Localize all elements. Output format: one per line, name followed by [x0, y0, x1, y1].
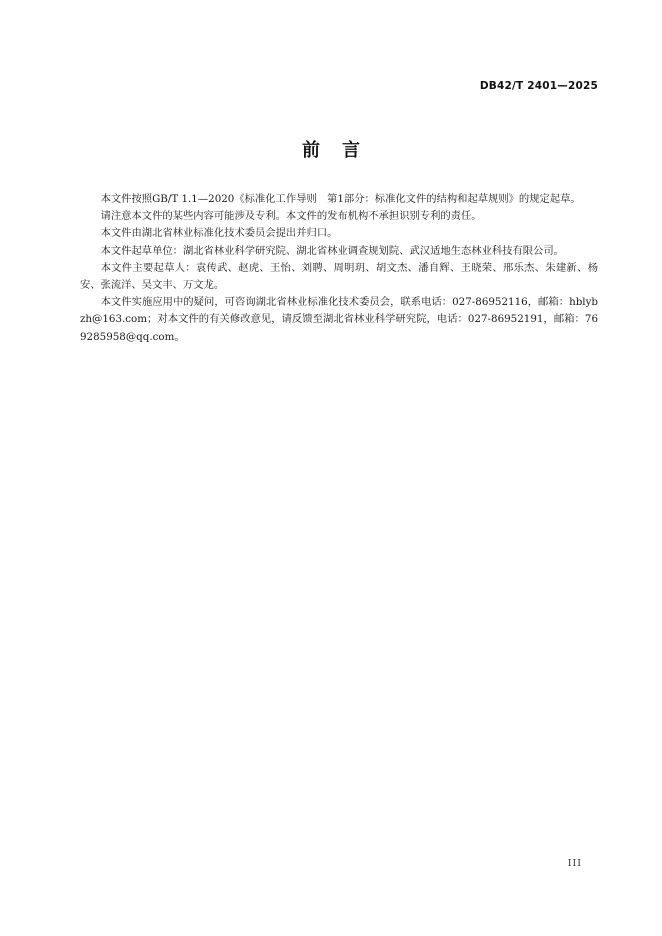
paragraph-proposer: 本文件由湖北省林业标准化技术委员会提出并归口。: [100, 227, 338, 240]
foreword-body: [80, 191, 598, 346]
page-title: 前言: [302, 140, 382, 161]
paragraph-contact-info: 本文件实施应用中的疑问，可咨询湖北省林业标准化技术委员会，联系电话：027-86952116，邮箱：hblybzh@163.com；对本文件的有关修改意见，请反馈至湖北省林业科学研究院，电话：027-86952191，邮箱：769285958@qq.com。: [80, 296, 598, 343]
page-number: III: [567, 858, 582, 869]
paragraph-patent-notice: 请注意本文件的某些内容可能涉及专利。本文件的发布机构不承担识别专利的责任。: [100, 210, 482, 223]
paragraph-drafting-units: 本文件起草单位：湖北省林业科学研究院、湖北省林业调查规划院、武汉适地生态林业科技有限公司。: [100, 244, 564, 257]
paragraph-drafters: 本文件主要起草人：袁传武、赵虎、王怡、刘聘、周明玥、胡文杰、潘自辉、王晓荣、邢乐杰、朱建新、杨安、张流洋、吴文丰、万文龙。: [80, 261, 598, 292]
paragraph-drafting-rules: 本文件按照GB/T 1.1—2020《标准化工作导则 第1部分：标准化文件的结构和起草规则》的规定起草。: [100, 193, 581, 205]
document-code: DB42/T 2401—2025: [479, 80, 598, 92]
